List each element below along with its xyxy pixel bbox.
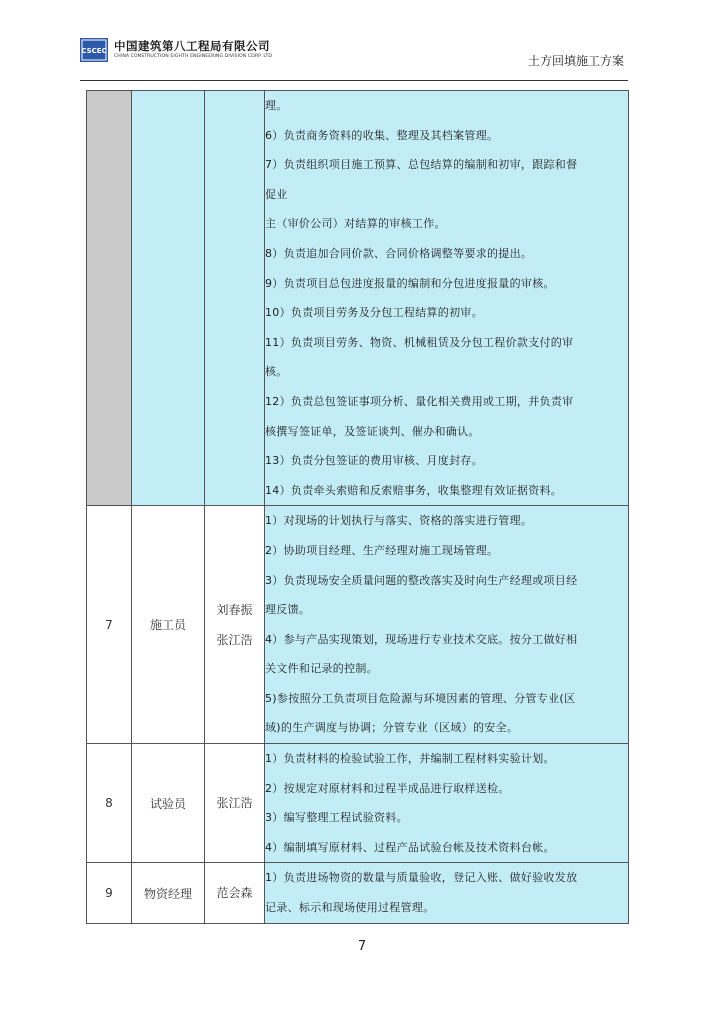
duty-line: 核撰写签证单，及签证谈判、催办和确认。	[265, 424, 480, 438]
duty-line: 7）负责组织项目施工预算、总包结算的编制和初审，跟踪和督	[265, 158, 578, 172]
duty-line: 理反馈。	[265, 603, 311, 617]
row-number: 7	[87, 506, 132, 744]
duty-line: 2）按规定对原材料和过程半成品进行取样送检。	[265, 781, 510, 795]
page-header	[80, 36, 628, 78]
responsibility-table	[86, 90, 629, 924]
row-number: 8	[87, 744, 132, 863]
duty-line: 关文件和记录的控制。	[265, 662, 378, 676]
document-title: 土方回填施工方案	[527, 54, 624, 68]
person-name: 张江浩	[216, 632, 253, 647]
duty-line: 11）负责项目劳务、物资、机械租赁及分包工程价款支付的审	[265, 335, 574, 349]
duty-line: 1）对现场的计划执行与落实、资格的落实进行管理。	[265, 514, 533, 528]
person-name: 范会森	[216, 886, 253, 901]
duty-line: 域)的生产调度与协调；分管专业（区域）的安全。	[265, 721, 519, 735]
duty-line: 记录、标示和现场使用过程管理。	[265, 901, 435, 915]
person-cell	[205, 744, 265, 863]
table-row	[87, 506, 629, 744]
role-cell: 试验员	[132, 744, 205, 863]
duty-line: 促业	[265, 187, 288, 201]
person-name: 张江浩	[216, 796, 253, 811]
duty-line: 8）负责追加合同价款、合同价格调整等要求的提出。	[265, 246, 533, 260]
role-cell: 物资经理	[132, 863, 205, 923]
table-row	[87, 863, 629, 923]
duty-line: 理。	[265, 99, 288, 112]
person-cell	[205, 506, 265, 744]
row-number: 9	[87, 863, 132, 923]
company-name-en: CHINA CONSTRUCTION EIGHTH ENGINEERING DIVISION CORP. LTD	[114, 54, 272, 59]
role-cell: 施工员	[132, 506, 205, 744]
table-row	[87, 744, 629, 863]
duty-line: 4）编制填写原材料、过程产品试验台帐及技术资料台帐。	[265, 840, 555, 854]
duty-line: 14）负责牵头索赔和反索赔事务，收集整理有效证据资料。	[265, 483, 563, 497]
duties-cell	[265, 506, 629, 744]
duty-line: 13）负责分包签证的费用审核、月度封存。	[265, 454, 483, 468]
logo-text: CSCEC	[81, 47, 107, 55]
person-cell	[205, 863, 265, 923]
duty-line: 6）负责商务资料的收集、整理及其档案管理。	[265, 128, 499, 142]
company-logo	[80, 38, 108, 62]
duty-line: 4）参与产品实现策划，现场进行专业技术交底。按分工做好相	[265, 632, 578, 646]
duty-line: 主（审价公司）对结算的审核工作。	[265, 217, 446, 231]
page-number: 7	[357, 939, 367, 954]
person-name: 刘春振	[216, 602, 253, 617]
company-name-cn: 中国建筑第八工程局有限公司	[114, 39, 270, 53]
duty-line: 3）编写整理工程试验资料。	[265, 811, 408, 825]
duties-cell	[265, 91, 629, 506]
table-row	[87, 91, 629, 506]
person-cell	[205, 91, 265, 506]
duty-line: 10）负责项目劳务及分包工程结算的初审。	[265, 306, 483, 320]
header-divider	[80, 80, 628, 81]
duty-line: 2）协助项目经理、生产经理对施工现场管理。	[265, 543, 499, 557]
row-number	[87, 91, 132, 506]
role-cell	[132, 91, 205, 506]
duties-cell	[265, 863, 629, 923]
duty-line: 3）负责现场安全质量问题的整改落实及时向生产经理或项目经	[265, 573, 578, 587]
duty-line: 5)参按照分工负责项目危险源与环境因素的管理、分管专业(区	[265, 691, 576, 705]
duty-line: 12）负责总包签证事项分析、量化相关费用或工期，并负责审	[265, 394, 574, 408]
duty-line: 1）负责材料的检验试验工作，并编制工程材料实验计划。	[265, 752, 555, 766]
duty-line: 核。	[265, 365, 288, 379]
duty-line: 1）负责进场物资的数量与质量验收，登记入账、做好验收发放	[265, 871, 578, 885]
duties-cell	[265, 744, 629, 863]
duty-line: 9）负责项目总包进度报量的编制和分包进度报量的审核。	[265, 276, 555, 290]
